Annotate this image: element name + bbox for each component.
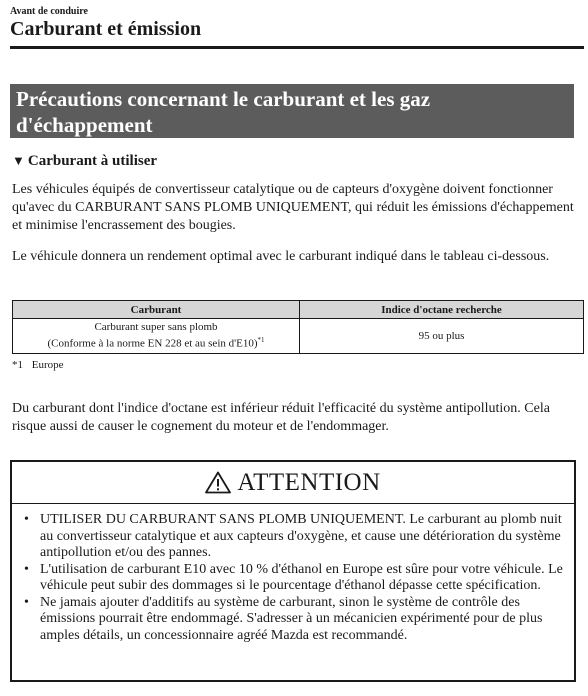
attention-list	[12, 504, 574, 644]
attention-item-text: UTILISER DU CARBURANT SANS PLOMB UNIQUEMENT. Le carburant au plomb nuit au convertisseur catalytique et aux capteurs d'oxygène, et cause une détérioration du système antipollution et/ou des pannes.	[40, 512, 562, 560]
table-header-fuel: Carburant	[13, 301, 300, 319]
bullet-icon: •	[24, 594, 29, 610]
paragraph-catalytic: Les véhicules équipés de convertisseur catalytique ou de capteurs d'oxygène doivent fonctionner qu'avec du CARBURANT SANS PLOMB UNIQUEMENT, qui réduit les émissions d'échappement et minimise l'encrassement des bougies.	[12, 182, 574, 233]
bullet-icon: •	[24, 512, 29, 527]
table-cell-octane: 95 ou plus	[300, 319, 584, 354]
section-title: Précautions concernant le carburant et les gaz d'échappement	[10, 84, 574, 138]
chapter-kicker: Avant de conduire	[10, 6, 88, 17]
footnote-ref: *1	[257, 336, 265, 345]
table-row	[13, 319, 584, 354]
attention-box	[10, 460, 576, 682]
triangle-down-icon: ▼	[12, 153, 25, 168]
fuel-standard: (Conforme à la norme EN 228 et au sein d'E10)	[47, 337, 258, 350]
list-item	[12, 512, 574, 562]
table-header-row	[13, 301, 584, 319]
list-item	[12, 562, 574, 595]
fuel-name: Carburant super sans plomb	[94, 321, 218, 334]
subsection-heading-text: Carburant à utiliser	[27, 153, 158, 169]
attention-item-text: Ne jamais ajouter d'additifs au système de carburant, sinon le système de contrôle des émissions pourrait être endommagé. S'adresser à un mécanicien expérimenté pour de plus amples détails, un concessionnaire agréé Mazda est recommandé.	[40, 594, 543, 643]
footnote-text: Europe	[31, 359, 64, 371]
table-cell-fuel	[13, 319, 300, 354]
chapter-divider	[10, 46, 584, 49]
attention-item-text: L'utilisation de carburant E10 avec 10 % d'éthanol en Europe est sûre pour votre véhicule. Le véhicule peut subir des dommages si le pourcentage d'éthanol dépasse cette spécification.	[40, 561, 563, 593]
fuel-table	[12, 300, 584, 354]
footnote-marker: *1	[12, 359, 23, 371]
table-header-octane: Indice d'octane recherche	[300, 301, 584, 319]
list-item	[12, 595, 574, 645]
paragraph-performance: Le véhicule donnera un rendement optimal avec le carburant indiqué dans le tableau ci-dessous.	[12, 249, 550, 264]
warning-triangle-icon	[205, 471, 231, 494]
attention-title: ATTENTION	[237, 468, 381, 496]
subsection-heading	[12, 153, 157, 170]
bullet-icon: •	[24, 561, 29, 577]
chapter-title: Carburant et émission	[10, 18, 202, 40]
paragraph-octane-warning: Du carburant dont l'indice d'octane est inférieur réduit l'efficacité du système antipollution. Cela risque aussi de causer le cognement du moteur et de l'endommager.	[12, 401, 550, 434]
footnote	[12, 359, 64, 371]
attention-header	[12, 462, 574, 504]
